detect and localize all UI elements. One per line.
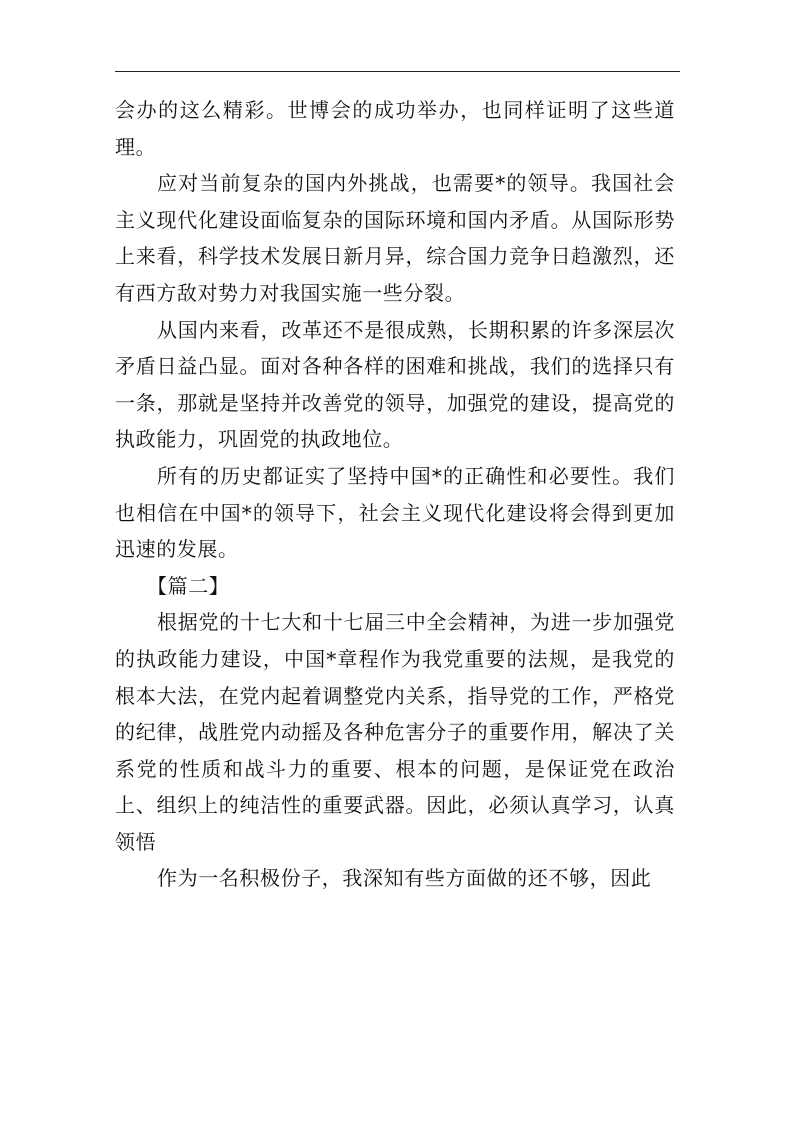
paragraph-2: 应对当前复杂的国内外挑战，也需要*的领导。我国社会主义现代化建设面临复杂的国际环境和国内矛盾。从国际形势上来看，科学技术发展日新月异，综合国力竞争日趋激烈，还有西方敌对势力对我国实施一些分裂。 — [115, 171, 675, 305]
section-paragraph-1: 根据党的十七大和十七届三中全会精神，为进一步加强党的执政能力建设，中国*章程作为我党重要的法规，是我党的根本大法，在党内起着调整党内关系，指导党的工作，严格党的纪律，战胜党内动摇及各种危害分子的重要作用，解决了关系党的性质和战斗力的重要、根本的问题，是保证党在政治上、组织上的纯洁性的重要武器。因此，必须认真学习，认真领悟 — [115, 610, 675, 854]
paragraph-3: 从国内来看，改革还不是很成熟，长期积累的许多深层次矛盾日益凸显。面对各种各样的困难和挑战，我们的选择只有一条，那就是坚持并改善党的领导，加强党的建设，提高党的执政能力，巩固党的执政地位。 — [115, 317, 675, 452]
paragraph-1: 会办的这么精彩。世博会的成功举办，也同样证明了这些道理。 — [115, 98, 675, 159]
paragraph-4: 所有的历史都证实了坚持中国*的正确性和必要性。我们也相信在中国*的领导下，社会主义现代化建设将会得到更加迅速的发展。 — [115, 463, 675, 562]
header-rule — [115, 71, 680, 72]
section-heading: 【篇二】 — [147, 573, 230, 598]
section-paragraph-2: 作为一名积极份子，我深知有些方面做的还不够，因此 — [157, 866, 652, 891]
document-body — [115, 92, 675, 897]
